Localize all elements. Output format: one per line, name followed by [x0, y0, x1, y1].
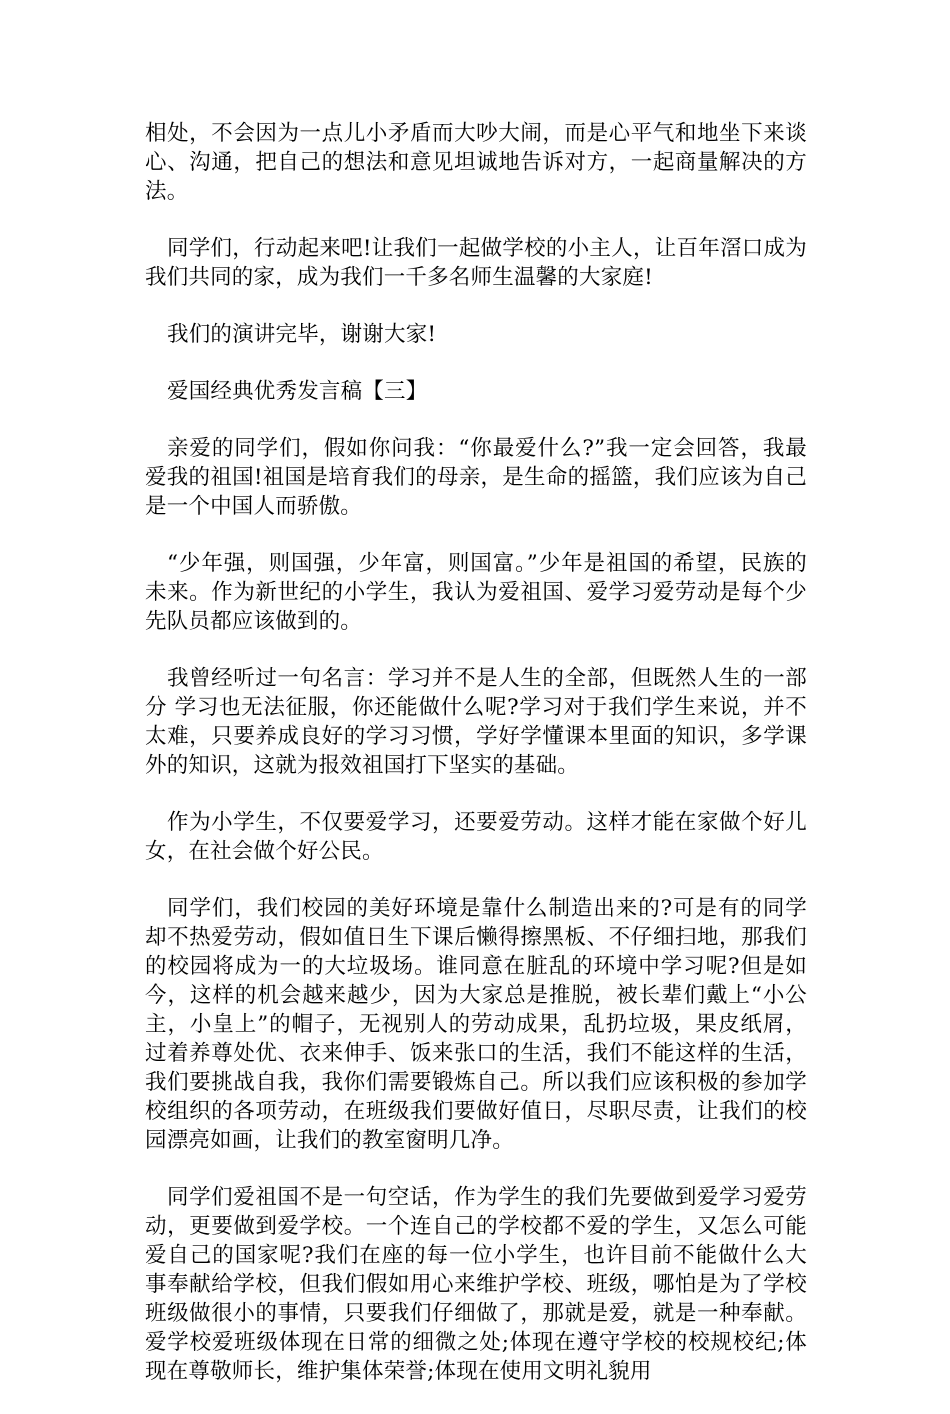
paragraph-study: 我曾经听过一句名言：学习并不是人生的全部，但既然人生的一部分 学习也无法征服，你还能做什么呢?学习对于我们学生来说，并不太难，只要养成良好的学习习惯，学好学懂课本里面的知识，多学课外的知识，这就为报效祖国打下坚实的基础。	[145, 666, 807, 778]
document-body	[145, 119, 807, 1414]
paragraph-continuation: 相处，不会因为一点儿小矛盾而大吵大闹，而是心平气和地坐下来谈心、沟通，把自己的想法和意见坦诚地告诉对方，一起商量解决的方法。	[145, 121, 807, 204]
paragraph-quote: “少年强，则国强，少年富，则国富。”少年是祖国的希望，民族的未来。作为新世纪的小学生，我认为爱祖国、爱学习爱劳动是每个少先队员都应该做到的。	[145, 551, 807, 634]
paragraph-school-love: 同学们爱祖国不是一句空话，作为学生的我们先要做到爱学习爱劳动，更要做到爱学校。一个连自己的学校都不爱的学生，又怎么可能爱自己的国家呢?我们在座的每一位小学生，也许目前不能做什么大事奉献给学校，但我们假如用心来维护学校、班级，哪怕是为了学校班级做很小的事情，只要我们仔细做了，那就是爱，就是一种奉献。 爱学校爱班级体现在日常的细微之处;体现在遵守学校的校规校纪;体现在尊敬师长，维护集体荣誉;体现在使用文明礼貌用	[145, 1185, 807, 1384]
paragraph-campus: 同学们，我们校园的美好环境是靠什么制造出来的?可是有的同学却不热爱劳动，假如值日生下课后懒得擦黑板、不仔细扫地，那我们的校园将成为一的大垃圾场。谁同意在脏乱的环境中学习呢?但是如今，这样的机会越来越少，因为大家总是推脱，被长辈们戴上“小公主，小皇上”的帽子，无视别人的劳动成果，乱扔垃圾，果皮纸屑，过着养尊处优、衣来伸手、饭来张口的生活，我们不能这样的生活，我们要挑战自我，我你们需要锻炼自己。所以我们应该积极的参加学校组织的各项劳动，在班级我们要做好值日，尽职尽责，让我们的校园漂亮如画，让我们的教室窗明几净。	[145, 896, 807, 1153]
section-heading: 爱国经典优秀发言稿【三】	[167, 379, 428, 404]
paragraph-greeting: 亲爱的同学们，假如你问我：“你最爱什么?”我一定会回答，我最爱我的祖国!祖国是培育我们的母亲，是生命的摇篮，我们应该为自己是一个中国人而骄傲。	[145, 436, 807, 519]
paragraph-closing: 我们的演讲完毕，谢谢大家!	[167, 322, 437, 347]
paragraph-call-to-action: 同学们，行动起来吧!让我们一起做学校的小主人，让百年滘口成为我们共同的家，成为我们一千多名师生温馨的大家庭!	[145, 236, 807, 290]
paragraph-labor: 作为小学生，不仅要爱学习，还要爱劳动。这样才能在家做个好儿女，在社会做个好公民。	[145, 810, 807, 864]
